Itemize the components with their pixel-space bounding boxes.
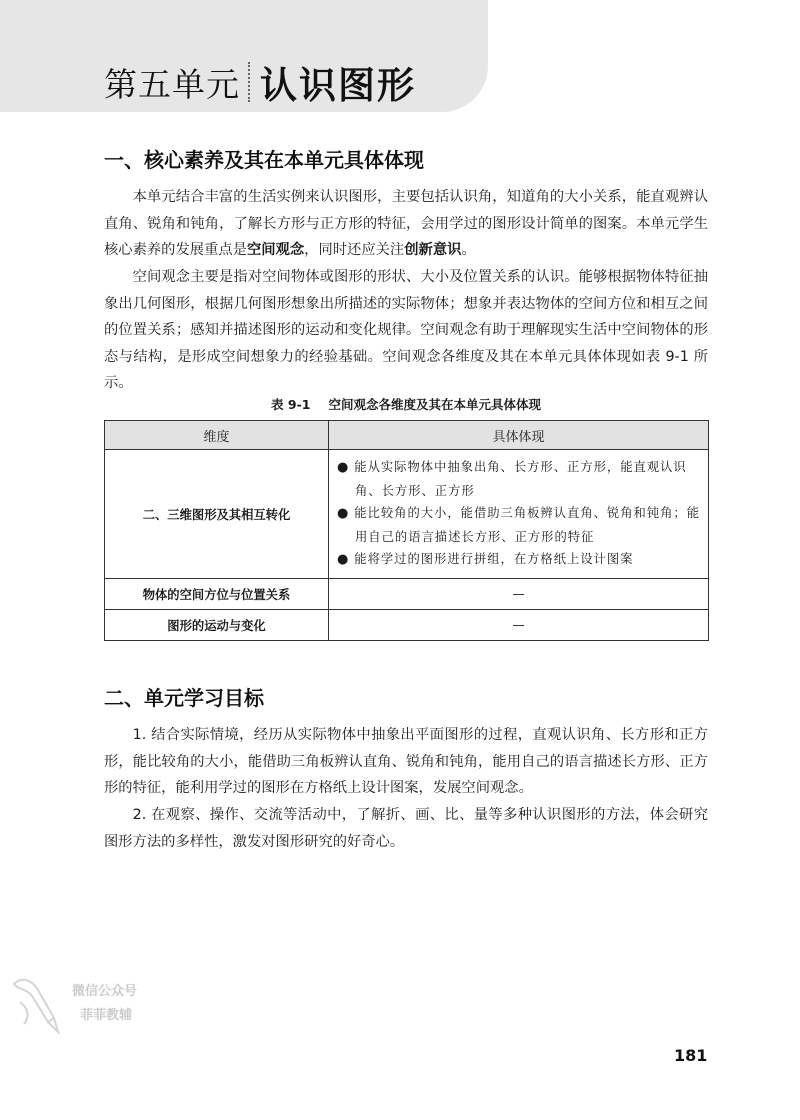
table-row bbox=[105, 450, 709, 579]
detail-item bbox=[337, 548, 700, 572]
watermark-line-2: 菲菲教辅 bbox=[80, 1008, 133, 1023]
spatial-concept-table bbox=[104, 420, 709, 641]
row2-detail: — bbox=[329, 578, 709, 609]
section-1-paragraph-2: 空间观念主要是指对空间物体或图形的形状、大小及位置关系的认识。能够根据物体特征抽象出几何图形，根据几何图形想象出所描述的实际物体；想象并表达物体的空间方位和相互之间的位置关系；感知并描述图形的运动和变化规律。空间观念有助于理解现实生活中空间物体的形态与结构，是形成空间想象力的经验基础。空间观念各维度及其在本单元具体体现如表 9-1 所示。 bbox=[104, 269, 708, 391]
table-title: 空间观念各维度及其在本单元具体体现 bbox=[328, 397, 541, 412]
section-1-paragraph-1 bbox=[104, 184, 708, 264]
chapter-title bbox=[104, 52, 416, 112]
row1-dimension: 二、三维图形及其相互转化 bbox=[105, 450, 329, 579]
table-number: 表 9-1 bbox=[271, 397, 311, 412]
detail-item-text: 能将学过的图形进行拼组，在方格纸上设计图案 bbox=[354, 552, 634, 566]
goal-2: 2. 在观察、操作、交流等活动中，了解折、画、比、量等多种认识图形的方法，体会研究图形方法的多样性，激发对图形研究的好奇心。 bbox=[104, 807, 708, 850]
paragraph-text: ，同时还应关注 bbox=[304, 242, 405, 258]
detail-item bbox=[337, 502, 700, 548]
bullet-icon: ● bbox=[337, 506, 350, 521]
table-header-row bbox=[105, 421, 709, 450]
paragraph-text: 。 bbox=[461, 242, 476, 258]
goal-1: 1. 结合实际情境，经历从实际物体中抽象出平面图形的过程，直观认识角、长方形和正方形，能比较角的大小，能借助三角板辨认直角、锐角和钝角，能用自己的语言描述长方形、正方形的特征，能利用学过的图形在方格纸上设计图案，发展空间观念。 bbox=[104, 727, 708, 796]
header-dimension: 维度 bbox=[105, 421, 329, 450]
header-detail: 具体体现 bbox=[329, 421, 709, 450]
pen-icon bbox=[8, 962, 72, 1042]
section-1-heading: 一、核心素养及其在本单元具体体现 bbox=[104, 148, 424, 172]
emphasis-innovation: 创新意识 bbox=[404, 242, 462, 258]
row3-detail: — bbox=[329, 609, 709, 640]
detail-item-text: 能比较角的大小，能借助三角板辨认直角、锐角和钝角；能用自己的语言描述长方形、正方形的特征 bbox=[354, 506, 700, 544]
bullet-icon: ● bbox=[337, 552, 350, 567]
row3-dimension: 图形的运动与变化 bbox=[105, 609, 329, 640]
detail-item bbox=[337, 456, 700, 502]
watermark bbox=[8, 962, 148, 1042]
table-row bbox=[105, 609, 709, 640]
detail-item-text: 能从实际物体中抽象出角、长方形、正方形，能直观认识角、长方形、正方形 bbox=[354, 460, 687, 498]
emphasis-spatial-concept: 空间观念 bbox=[246, 242, 305, 258]
table-caption bbox=[104, 395, 708, 413]
chapter-title-divider bbox=[248, 62, 250, 102]
chapter-name: 认识图形 bbox=[260, 64, 416, 107]
page-number: 181 bbox=[674, 1046, 708, 1065]
paragraph-text: 本单元结合丰富的生活实例来认识图形，主要包括认识角，知道角的大小关系，能直观辨认直角、锐角和钝角，了解长方形与正方形的特征，会用学过的图形设计简单的图案。本单元学生核心素养的发展重点是 bbox=[104, 189, 708, 258]
row2-dimension: 物体的空间方位与位置关系 bbox=[105, 578, 329, 609]
chapter-label: 第五单元 bbox=[104, 64, 240, 104]
table-row bbox=[105, 578, 709, 609]
section-2-heading: 二、单元学习目标 bbox=[104, 686, 264, 710]
watermark-line-1: 微信公众号 bbox=[72, 984, 138, 999]
bullet-icon: ● bbox=[337, 460, 350, 475]
row1-detail bbox=[329, 450, 709, 579]
